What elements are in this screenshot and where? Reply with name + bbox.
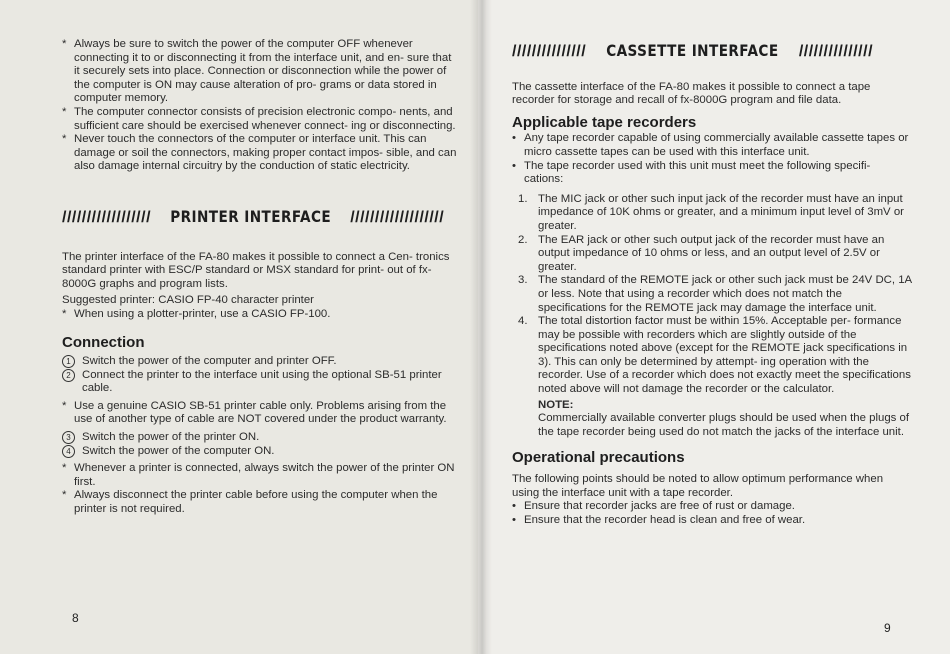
book-gutter xyxy=(470,0,492,654)
note-text: Commercially available converter plugs should be used when the plugs of the tape recorder being used do not match the jacks of the interface unit. xyxy=(538,412,910,438)
final-note-1: * Whenever a printer is connected, always switch the power of the printer ON first. xyxy=(62,462,455,488)
precaution-bullet-2: • Ensure that the recorder head is clean and free of wear. xyxy=(512,513,806,526)
cassette-intro: The cassette interface of the FA-80 makes it possible to connect a tape recorder for storage and recall of fx-8000G program and file data. xyxy=(512,80,871,107)
final-note-2-text: Always disconnect the printer cable before using the computer when the printer is not required. xyxy=(74,489,438,516)
printer-interface-banner xyxy=(62,206,457,226)
final-note-2: * Always disconnect the printer cable before using the computer when the printer is not required. xyxy=(62,489,438,516)
recorder-bullet-1-text: Any tape recorder capable of using commercially available cassette tapes or micro cassette tapes can be used with this interface unit. xyxy=(524,132,909,158)
banner-slashes-right: /////////////////// xyxy=(350,208,445,226)
connection-steps-a xyxy=(62,355,457,396)
recorders-heading: Applicable tape recorders xyxy=(512,113,697,131)
connection-heading: Connection xyxy=(62,333,145,351)
right-page xyxy=(478,0,950,654)
recorder-bullet-2-text: The tape recorder used with this unit must meet the following specifi- cations: xyxy=(524,159,871,186)
banner-slashes-right: /////////////// xyxy=(798,43,874,60)
note-block xyxy=(512,399,912,440)
page-number-left: 8 xyxy=(72,611,79,625)
connection-step xyxy=(62,355,457,369)
spec-number: 3. xyxy=(518,274,528,287)
final-note-1-text: Whenever a printer is connected, always switch the power of the printer ON first. xyxy=(74,462,455,488)
precaution-bullet-2-text: Ensure that the recorder head is clean and free of wear. xyxy=(524,513,806,526)
cable-note: * Use a genuine CASIO SB-51 printer cable only. Problems arising from the use of another type of cable are NOT covered under the product warranty. xyxy=(62,399,447,426)
plotter-note: * When using a plotter-printer, use a CASIO FP-100. xyxy=(62,307,331,320)
spec-number: 2. xyxy=(518,233,528,246)
precaution-bullet-1-text: Ensure that recorder jacks are free of rust or damage. xyxy=(524,500,795,513)
precaution-bullet-1: • Ensure that recorder jacks are free of rust or damage. xyxy=(512,500,795,513)
note-label: NOTE: xyxy=(538,398,574,411)
warning-bullet-2-text: The computer connector consists of precision electronic compo- nents, and sufficient care should be exercised whenever connect- ing or disconnecting. xyxy=(74,105,456,132)
spec-item xyxy=(518,193,912,234)
warning-bullet-3-text: Never touch the connectors of the computer or interface unit. This can damage or soil the connectors, making proper contact impos- sible, and can also damage internal circuitry by the conduction of static electricity. xyxy=(74,133,457,173)
connection-steps-b xyxy=(62,431,457,458)
cassette-interface-banner xyxy=(512,41,912,60)
cable-note-text: Use a genuine CASIO SB-51 printer cable only. Problems arising from the use of another type of cable are NOT covered under the product warranty. xyxy=(74,399,447,426)
spec-text: The standard of the REMOTE jack or other such jack must be 24V DC, 1A or less. Note that using a recorder which does not match the specifications for the REMOTE jack may damage the interface unit. xyxy=(538,274,912,314)
cassette-interface-title: CASSETTE INTERFACE xyxy=(606,41,779,60)
page-number-right: 9 xyxy=(884,621,891,635)
spec-number: 1. xyxy=(518,192,528,205)
step-number-icon: 1 xyxy=(62,355,75,368)
warning-bullet-1-text: Always be sure to switch the power of the computer OFF whenever connecting it to or disconnecting it from the interface unit, and en- sure that it securely sets into place. Connection or disconnection while the power of the computer is ON may cause alteration of pro- grams or data stored in computer memory. xyxy=(74,38,452,105)
spec-text: The MIC jack or other such input jack of the recorder must have an input impedance of 10K ohms or greater, and a minimum input level of 3mV or greater. xyxy=(538,192,904,232)
suggested-printer: Suggested printer: CASIO FP-40 character printer xyxy=(62,294,314,307)
step-number-icon: 4 xyxy=(62,445,75,458)
plotter-note-text: When using a plotter-printer, use a CASIO FP-100. xyxy=(74,307,331,320)
connection-step xyxy=(62,431,457,445)
banner-slashes-left: /////////////// xyxy=(512,43,587,60)
spec-number: 4. xyxy=(518,315,528,328)
banner-slashes-left: ////////////////// xyxy=(62,208,152,226)
recorder-bullet-2: • The tape recorder used with this unit must meet the following specifi- cations: xyxy=(512,159,871,186)
step-text: Switch the power of the computer and printer OFF. xyxy=(82,355,337,368)
recorder-bullet-1: • Any tape recorder capable of using commercially available cassette tapes or micro cassette tapes can be used with this interface unit. xyxy=(512,132,909,158)
printer-intro: The printer interface of the FA-80 makes it possible to connect a Cen- tronics standard printer with ESC/P standard or MSX standard for print- out of fx-8000G graphs and program lists. xyxy=(62,250,450,290)
spec-text: The EAR jack or other such output jack of the recorder must have an output impedance of 10 ohms or less, and an output level of 2.5V or greater. xyxy=(538,233,885,273)
step-number-icon: 2 xyxy=(62,369,75,382)
right-column xyxy=(512,41,912,527)
step-text: Connect the printer to the interface unit using the optional SB-51 printer cable. xyxy=(82,368,442,395)
spec-item xyxy=(518,315,912,397)
spec-item xyxy=(518,274,912,315)
spec-item xyxy=(518,234,912,275)
precautions-heading: Operational precautions xyxy=(512,449,685,467)
connection-step xyxy=(62,369,457,396)
spec-list xyxy=(512,193,912,397)
spec-text: The total distortion factor must be within 15%. Acceptable per- formance may be possible with recorders which are slightly outside of the specifications noted above (except for the REMOTE jack specifications in 3). This can only be determined by attempt- ing operation with the recorder. Use of a recorder which does not exactly meet the specifications noted above will not damage the recorder or the calculator. xyxy=(538,315,911,396)
step-text: Switch the power of the computer ON. xyxy=(82,444,275,457)
connection-step xyxy=(62,445,457,459)
warning-bullet-3: * Never touch the connectors of the computer or interface unit. This can damage or soil the connectors, making proper contact impos- sible, and can also damage internal circuitry by the conduction of static electricity. xyxy=(62,133,457,173)
step-text: Switch the power of the printer ON. xyxy=(82,431,260,444)
warning-bullet-2: * The computer connector consists of precision electronic compo- nents, and sufficient care should be exercised whenever connect- ing or disconnecting. xyxy=(62,105,456,132)
precautions-intro: The following points should be noted to allow optimum performance when using the interface unit with a tape recorder. xyxy=(512,473,884,499)
step-number-icon: 3 xyxy=(62,431,75,444)
left-column xyxy=(62,38,457,517)
printer-interface-title: PRINTER INTERFACE xyxy=(170,206,332,226)
warning-bullet-1: * Always be sure to switch the power of the computer OFF whenever connecting it to or disconnecting it from the interface unit, and en- sure that it securely sets into place. Connection or disconnection while the power of the computer is ON may cause alteration of pro- grams or data stored in computer memory. xyxy=(62,38,452,105)
